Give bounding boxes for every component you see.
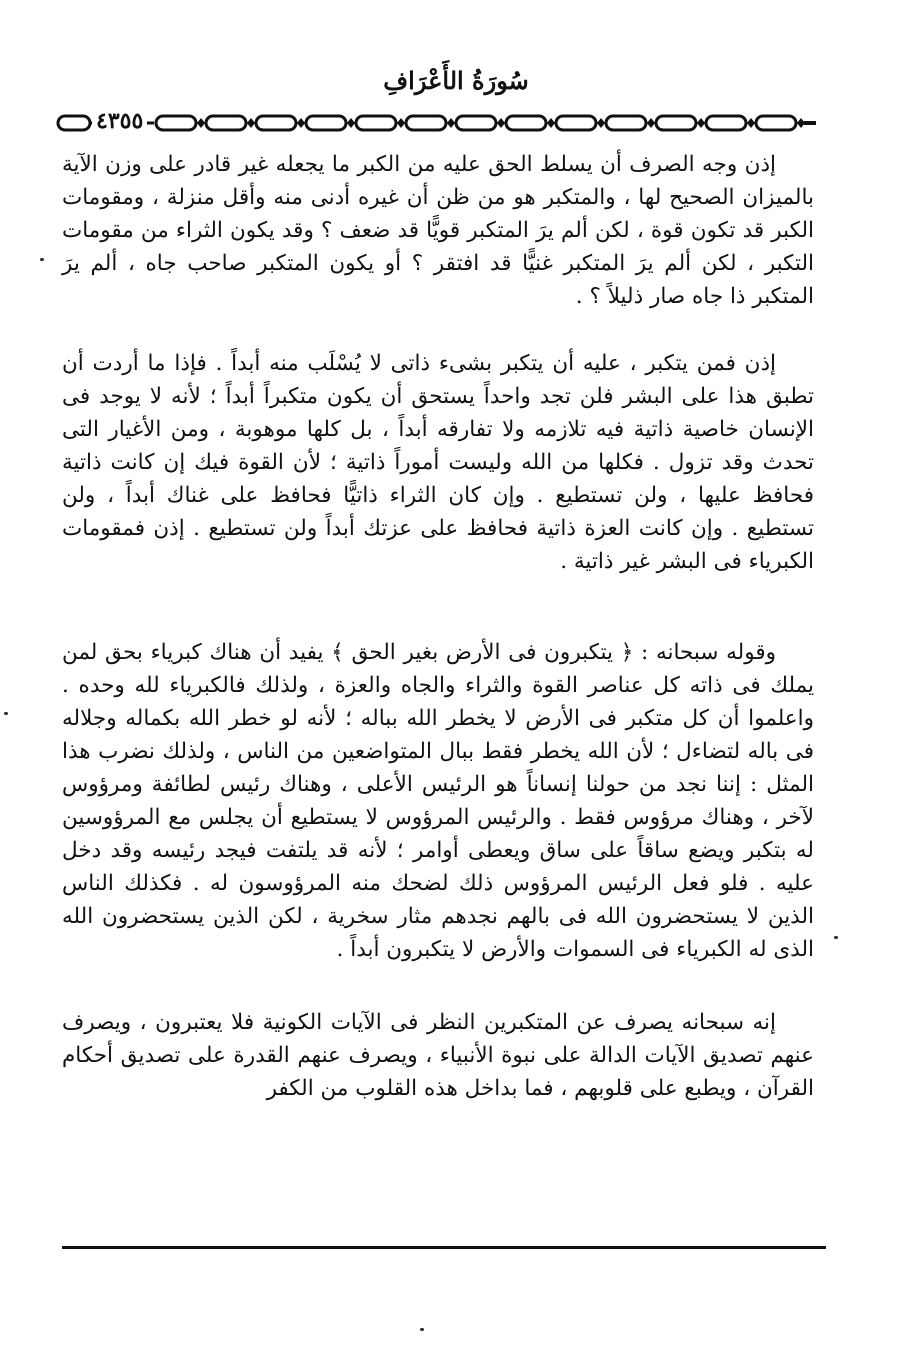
scan-speck (4, 712, 8, 715)
footer-rule (62, 1246, 826, 1249)
scan-speck (420, 1328, 424, 1331)
surah-title: سُورَةُ الأَعْرَافِ (383, 66, 529, 95)
paragraph: وقوله سبحانه : ﴿ يتكبرون فى الأرض بغير الحق ﴾ يفيد أن هناك كبرياء بحق لمن يملك فى ذاته كل عناصر القوة والثراء والجاه والعزة ، ولذلك فالكبرياء لله وحده . واعلموا أن كل متكبر فى الأرض لا يخطر الله بباله ؛ لأنه لو خطر الله بكماله وجلاله فى باله لتضاءل ؛ لأن الله يخطر فقط ببال المتواضعين من الناس ، ولذلك نضرب هذا المثل : إننا نجد من حولنا إنساناً هو الرئيس الأعلى ، وهناك رئيس لطائفة ومرؤوس لآخر ، وهناك مرؤوس فقط . والرئيس المرؤوس لا يستطيع أن يجلس مع المرؤوسين له بتكبر ويضع ساقاً على ساق ويعطى أوامر ؛ لأنه قد يلتفت فيجد رئيسه وقد دخل عليه . فلو فعل الرئيس المرؤوس ذلك لضحك منه المرؤوسون له . فكذلك الناس الذين لا يستحضرون الله فى بالهم نجدهم مثار سخرية ، لكن الذين يستحضرون الله الذى له الكبرياء فى السموات والأرض لا يتكبرون أبداً . (62, 640, 814, 962)
paragraph: إذن وجه الصرف أن يسلط الحق عليه من الكبر ما يجعله غير قادر على وزن الآية بالميزان الصحيح لها ، والمتكبر هو من ظن أن غيره أدنى منه وأقل منزلة ، ومقومات الكبر قد تكون قوة ، لكن ألم يرَ المتكبر قويًّا قد ضعف ؟ وقد يكون الثراء من مقومات التكبر ، لكن ألم يرَ المتكبر غنيًّا قد افتقر ؟ أو يكون المتكبر صاحب جاه ، ألم يرَ المتكبر ذا جاه صار ذليلاً ؟ . (62, 152, 814, 309)
paragraph: إنه سبحانه يصرف عن المتكبرين النظر فى الآيات الكونية فلا يعتبرون ، ويصرف عنهم تصديق الآيات الدالة على نبوة الأنبياء ، ويصرف عنهم القدرة على تصديق أحكام القرآن ، ويطبع على قلوبهم ، فما بداخل هذه القلوب من الكفر (62, 1010, 814, 1101)
scan-speck (834, 936, 838, 939)
ornamental-border (56, 106, 816, 140)
scan-speck (40, 258, 44, 261)
body-text (62, 148, 814, 1105)
paragraph: إذن فمن يتكبر ، عليه أن يتكبر بشىء ذاتى لا يُسْلَب منه أبداً . فإذا ما أردت أن تطبق هذا على البشر فلن تجد واحداً يستحق أن يكون متكبراً أبداً ؛ لأنه لا يوجد فى الإنسان خاصية ذاتية فيه تلازمه ولا تفارقه أبداً ، بل كلها موهوبة ، ومن الأغيار التى تحدث وقد تزول . فكلها من الله وليست أموراً ذاتية ؛ لأن القوة فيك إن كانت ذاتية فحافظ عليها ، ولن تستطيع . وإن كان الثراء ذاتيًّا فحافظ على غناك أبداً ، ولن تستطيع . وإن كانت العزة ذاتية فحافظ على عزتك أبداً ولن تستطيع . إذن فمقومات الكبرياء فى البشر غير ذاتية . (62, 351, 814, 574)
page-number: ٤٣٥٥ (92, 108, 147, 134)
